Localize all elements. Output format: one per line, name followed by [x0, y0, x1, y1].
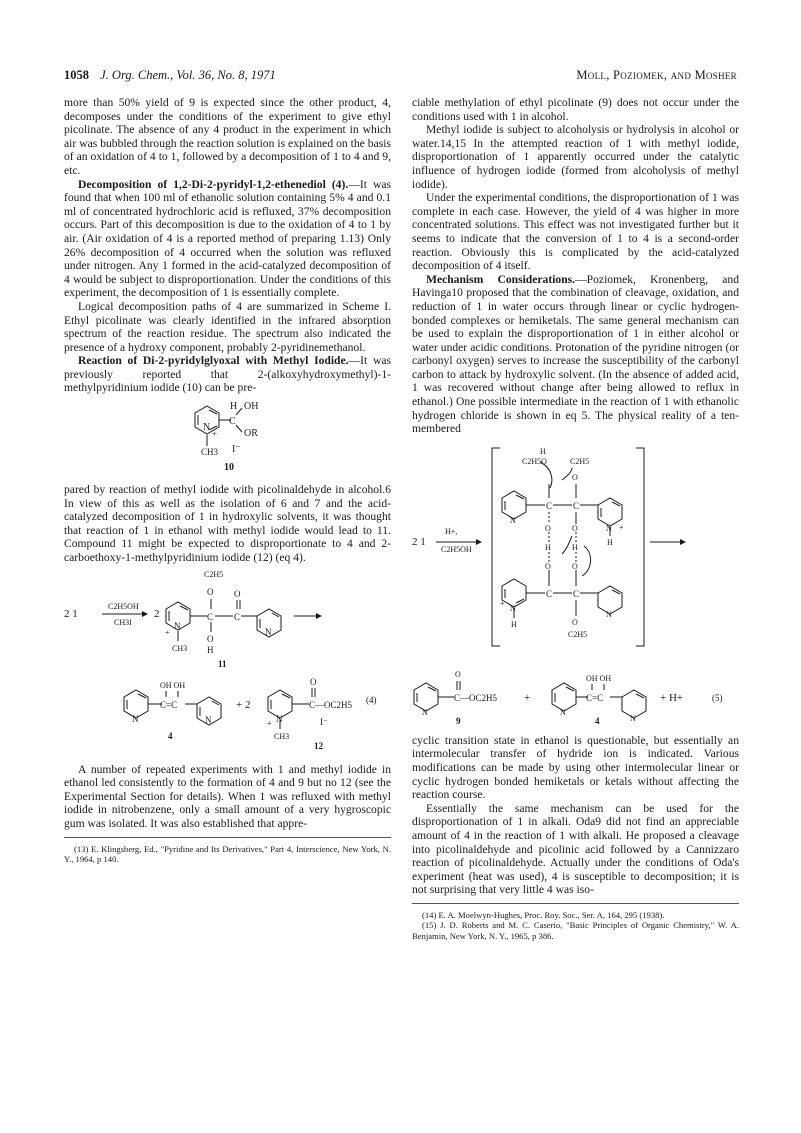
footnote-15: (15) J. D. Roberts and M. C. Caserio, "Basic Principles of Organic Chemistry," W. A. Benjamin, New York, N. Y., 1965, p 386.: [412, 920, 739, 941]
ethyl-label: C2H5: [204, 569, 224, 579]
condition-reagent: CH3I: [114, 617, 132, 627]
paragraph: ciable methylation of ethyl picolinate (9) does not occur under the conditions used with 1 in alcohol.: [412, 96, 739, 123]
bracket-outline: [492, 448, 644, 646]
paragraph: cyclic transition state in ethanol is questionable, but essentially an intermolecular transfer of hydride ion is indicated. Various modifications can be made by using other intermolecular linear or cyclic hydrogen bonded hemiketals or ketals without affecting the reaction course.: [412, 733, 739, 802]
ethoxy-label: C2H5O: [522, 456, 547, 466]
plus-label: +: [500, 598, 505, 608]
hydrogen-label: H: [540, 446, 546, 456]
reactant-coefficient: 2 1: [64, 607, 78, 620]
footnotes: [64, 844, 391, 865]
iodide-label: I⁻: [320, 716, 328, 727]
oxygen-label: O: [455, 669, 461, 679]
plus-label: +: [165, 627, 170, 637]
oxygen-label: O: [207, 633, 214, 644]
carbon-label: C: [546, 588, 553, 599]
equation-number: (5): [712, 692, 723, 703]
nitrogen-label: N: [606, 523, 612, 533]
hydrogen-label: H: [545, 542, 551, 552]
nitrogen-label: N: [510, 603, 516, 613]
paragraph-text: —It was found that when 100 ml of ethanolic solution containing 5% 4 and 0.1 ml of concentrated hydrochloric acid is refluxed, 37% decomposition occurs. Part of this decomposition is due to the oxidation of 4 to 1 by air. (Air oxidation of 4 is a reported method of preparing 1.13) Only 26% decomposition of 4 occurred when the solution was refluxed under nitrogen. Any 1 formed in the acid-catalyzed decomposition of 4 would be subject to disproportionation. Under the conditions of this experiment, the decomposition of 1 is essentially complete.: [64, 177, 391, 300]
ch3-label: CH3: [274, 731, 290, 741]
double-bond-label: C=C: [586, 692, 604, 703]
ester-label: C—OC2H5: [309, 699, 353, 710]
ethyl-label: C2H5: [568, 629, 588, 639]
oxygen-label: O: [572, 523, 578, 533]
paragraph: [412, 273, 739, 436]
footnotes: [412, 910, 739, 942]
plus-sign: +: [524, 691, 531, 704]
carbon-label: C: [573, 588, 580, 599]
paragraph: [64, 178, 391, 300]
reactant-coefficient: 2 1: [412, 535, 426, 548]
hydrogen-label: H: [607, 537, 613, 547]
condition-solvent: C2H5OH: [441, 544, 472, 554]
compound-number: 11: [218, 658, 227, 669]
compound-number: 4: [168, 730, 173, 741]
left-column: [64, 96, 391, 865]
condition-solvent: C2H5OH: [108, 601, 139, 611]
n-label: N: [203, 422, 211, 434]
nitrogen-label: N: [630, 713, 636, 723]
paragraph: [64, 354, 391, 395]
paragraph-text: —Poziomek, Kronenberg, and Havinga10 proposed that the combination of cleavage, oxidation, and reduction of 1 in water occurs through linear or cyclic hydrogen-bonded complexes or hemiketals. The same general mechanism can be used to explain the disproportionation of 1 in either alcohol or water under acidic conditions. Protonation of the pyridine nitrogen (or carbonyl oxygen) serves to increase the susceptibility of the carbonyl carbon to attack by hydroxylic solvent. (In the absence of added acid, 1 was recovered without change after being allowed to reflux in ethanol.) One possible intermediate in the reaction of 1 with ethanolic hydrogen chloride is shown in eq 5. The physical reality of a ten-membered: [412, 272, 739, 436]
compound-number: 4: [595, 715, 600, 726]
nitrogen-label: N: [205, 714, 212, 725]
oxygen-label: O: [545, 523, 551, 533]
section-heading: Reaction of Di-2-pyridylglyoxal with Methyl Iodide.: [78, 354, 349, 368]
condition-acid: H+,: [445, 526, 458, 536]
paragraph: Logical decomposition paths of 4 are summarized in Scheme I. Ethyl picolinate was clearly identified in the infrared absorption spectrum of the reaction residue. The spectrum also indicated the presence of a hydroxy component, probably 2-pyridinemethanol.: [64, 299, 391, 354]
journal-citation: J. Org. Chem., Vol. 36, No. 8, 1971: [100, 68, 276, 82]
product-coefficient: 2: [154, 607, 160, 620]
running-header: [64, 68, 737, 84]
paragraph: pared by reaction of methyl iodide with picolinaldehyde in alcohol.6 In view of this as well as the isolation of 6 and 7 and the acid-catalyzed decomposition of 1 in hydroxylic solvents, it was thought that reaction of 1 in ethanol with methyl iodide would lead to 11. Compound 11 might be expected to disproportionate to 4 and 2-carboethoxy-1-methylpyridinium iodide (12) (eq 4).: [64, 483, 391, 565]
paragraph: Under the experimental conditions, the disproportionation of 1 was complete in each case. However, the yield of 4 was higher in more concentrated solutions. This effect was not investigated further but it seems to indicate that the conversion of 1 to 4 is a second-order reaction. Obviously this is complicated by the acid-catalyzed decomposition of 4 itself.: [412, 191, 739, 273]
oxygen-label: O: [310, 676, 317, 687]
paragraph: Methyl iodide is subject to alcoholysis or hydrolysis in alcohol or water.14,15 In the attempted reaction of 1 with methyl iodide, disproportionation of 1 apparently occurred under the catalytic influence of hydrogen iodide (formed from alcoholysis of methyl iodide).: [412, 123, 739, 191]
nitrogen-label: N: [606, 609, 612, 619]
nitrogen-label: N: [265, 626, 272, 637]
equation-5: [412, 440, 739, 730]
oh-oh-label: OH OH: [160, 680, 186, 690]
nitrogen-label: N: [422, 707, 428, 717]
paragraph-text: —It was previously reported that 2-(alkoxyhydroxymethyl)-1-methylpyridinium iodide (10) can be pre-: [64, 354, 392, 395]
footnote-13: (13) E. Klingsberg, Ed., "Pyridine and Its Derivatives," Part 4, Interscience, New York, N. Y., 1964, p 140.: [64, 843, 391, 865]
plus-label: +: [212, 429, 218, 440]
oxygen-label: O: [207, 586, 214, 597]
nitrogen-label: N: [132, 713, 139, 724]
carbon-label: C: [207, 611, 214, 622]
c-label: C: [229, 416, 236, 428]
ch3-label: CH3: [172, 643, 188, 653]
h-label: H: [230, 401, 238, 413]
section-heading: Decomposition of 1,2-Di-2-pyridyl-1,2-ethenediol (4).: [78, 177, 349, 191]
footnote-divider: [412, 903, 739, 904]
equation-number: (4): [366, 694, 377, 705]
plus-label: +: [267, 718, 272, 728]
equation-4: [64, 569, 391, 759]
hydrogen-label: H: [511, 619, 517, 629]
structure-10: [64, 399, 391, 479]
paragraph: Essentially the same mechanism can be used for the disproportionation of 1 in alkali. Oda9 did not find an appreciable amount of 4 in the reaction of 1 with alkali. He proposed a cleavage into picolinaldehyde and picolinic acid followed by a Cannizzaro reaction of picolinaldehyde. Actually under the conditions of Oda's experiment (heat was used), 4 is susceptible to decomposition; it is not surprising that very little 4 was iso-: [412, 801, 739, 897]
nitrogen-label: N: [560, 707, 566, 717]
oxygen-label: O: [572, 472, 578, 482]
coefficient-plus: + 2: [236, 698, 251, 711]
carbon-label: C: [234, 611, 241, 622]
oxygen-label: O: [572, 561, 578, 571]
right-column: [412, 96, 739, 941]
hydrogen-ion: + H+: [660, 691, 684, 704]
double-bond-label: C=C: [160, 699, 178, 710]
oxygen-label: O: [572, 617, 578, 627]
footnote-14: (14) E. A. Moelwyn-Hughes, Proc. Roy. Soc., Ser. A, 164, 295 (1938).: [422, 909, 665, 920]
compound-number: 9: [456, 715, 461, 726]
hydrogen-label: H: [207, 644, 214, 655]
or-label: OR: [244, 428, 258, 440]
footnote-divider: [64, 837, 391, 838]
transition-state-bonds: [502, 462, 622, 618]
compound-number: 10: [224, 462, 234, 474]
ethyl-label: C2H5: [570, 456, 590, 466]
paragraph: A number of repeated experiments with 1 and methyl iodide in ethanol led consistently to the formation of 4 and 9 but no 12 (see the Experimental Section for details). When 1 was refluxed with methyl iodide in nitrobenzene, only a small amount of a very hygroscopic gum was isolated. It was also established that appre-: [64, 762, 391, 830]
section-heading: Mechanism Considerations.: [426, 272, 576, 286]
compound-11-bonds: [166, 599, 316, 641]
carbon-label: C: [573, 500, 580, 511]
header-left: [64, 68, 276, 83]
page-number: 1058: [64, 68, 89, 82]
compound-number: 12: [314, 740, 323, 751]
oxygen-label: O: [545, 561, 551, 571]
plus-label: +: [619, 522, 624, 532]
oxygen-label: O: [234, 588, 241, 599]
carbon-label: C: [546, 500, 553, 511]
oh-label: OH: [244, 401, 259, 413]
hydrogen-label: H: [572, 542, 578, 552]
ch3-label: CH3: [201, 447, 219, 458]
header-authors: Moll, Poziomek, and Mosher: [576, 68, 737, 82]
ester-label: C—OC2H5: [454, 692, 498, 703]
oh-oh-label: OH OH: [586, 673, 612, 683]
iodide-label: I⁻: [232, 444, 241, 456]
nitrogen-label: N: [510, 515, 516, 525]
nitrogen-label: N: [276, 713, 283, 724]
paragraph: more than 50% yield of 9 is expected since the other product, 4, decomposes under the conditions of the experiment to give ethyl picolinate. The absence of any 4 product in the experiment in which air was bubbled through the reaction solution is explained on the basis of an oxidation of 4 to 1, followed by a decomposition of 1 to 4 and 9, etc.: [64, 96, 391, 177]
nitrogen-label: N: [174, 620, 181, 631]
